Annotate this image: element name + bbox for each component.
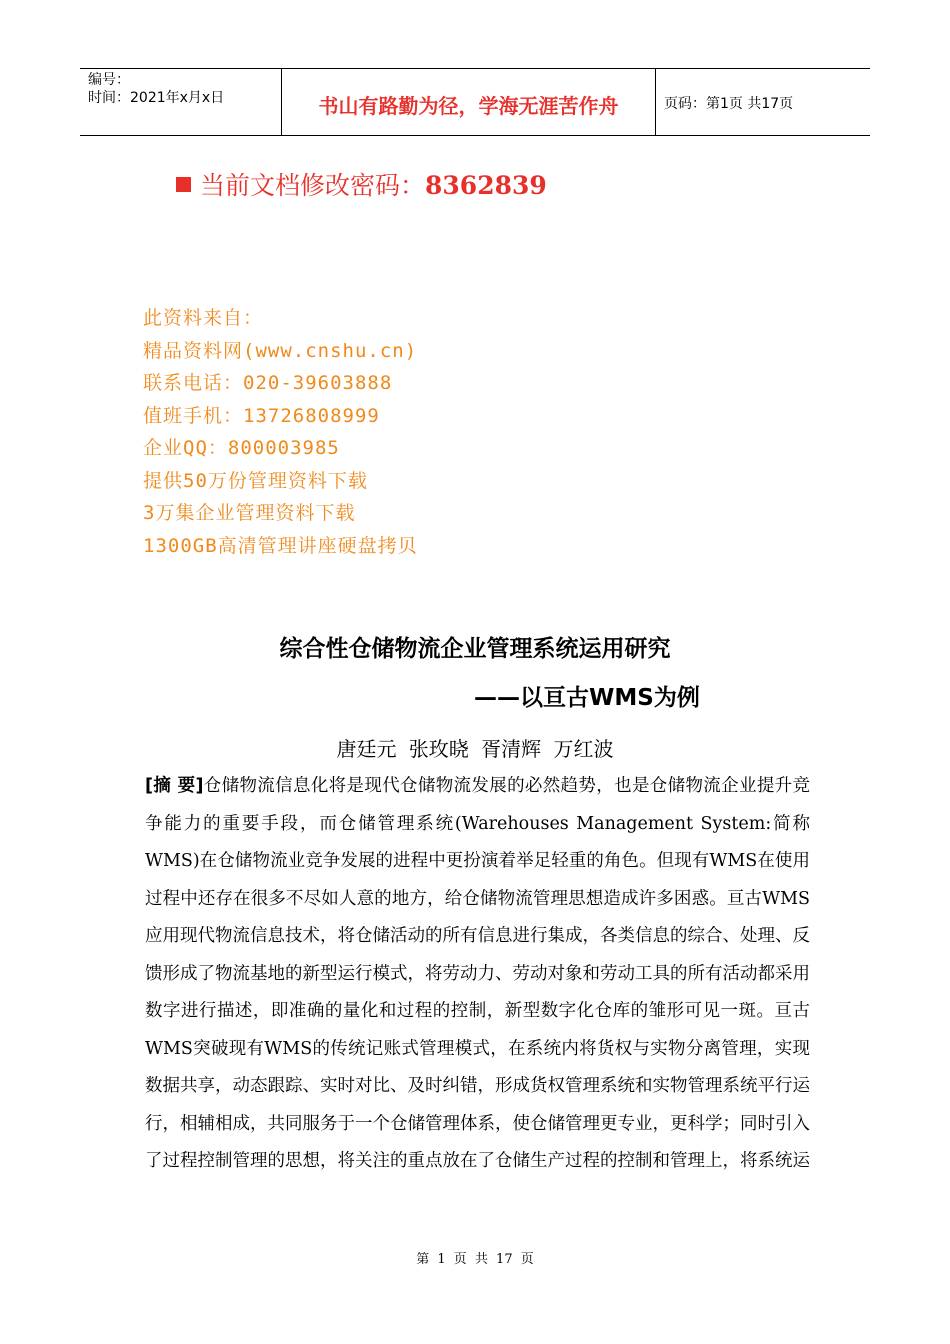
password-notice: [176, 166, 547, 202]
password-code: 8362839: [425, 171, 547, 200]
article-subtitle: ——以亘古WMS为例: [474, 685, 700, 711]
source-line: 精品资料网(www.cnshu.cn): [143, 339, 418, 362]
abstract-text: 仓储物流信息化将是现代仓储物流发展的必然趋势，也是仓储物流企业提升竞争能力的重要手段，而仓储管理系统(Warehouses Management System:简称WMS)在仓储物流业竞争发展的进程中更扮演着举足轻重的角色。但现有WMS在使用过程中还存在很多不尽如人意的地方，给仓储物流管理思想造成许多困惑。亘古WMS应用现代物流信息技术，将仓储活动的所有信息进行集成，各类信息的综合、处理、反馈形成了物流基地的新型运行模式，将劳动力、劳动对象和劳动工具的所有活动都采用数字进行描述，即准确的量化和过程的控制，新型数字化仓库的雏形可见一斑。亘古WMS突破现有WMS的传统记账式管理模式，在系统内将货权与实物分离管理，实现数据共享，动态跟踪、实时对比、及时纠错，形成货权管理系统和实物管理系统平行运行，相辅相成，共同服务于一个仓储管理体系，使仓储管理更专业，更科学；同时引入了过程控制管理的思想，将关注的重点放在了仓储生产过程的控制和管理上，将系统运: [145, 776, 810, 1171]
document-number-label: 编号：: [88, 72, 130, 88]
square-bullet-icon: [176, 177, 191, 192]
password-label: 当前文档修改密码：: [200, 171, 426, 200]
page-footer: 第 1 页 共 17 页: [416, 1252, 534, 1267]
source-line: 值班手机：13726808999: [143, 404, 380, 427]
abstract-label: [摘 要]: [145, 776, 204, 796]
article-title: 综合性仓储物流企业管理系统运用研究: [279, 636, 671, 662]
source-line: 此资料来自：: [143, 307, 264, 329]
header-motto: 书山有路勤为径，学海无涯苦作舟: [282, 69, 656, 135]
source-line: 提供50万份管理资料下载: [143, 469, 368, 492]
source-info-block: [143, 302, 418, 562]
source-line: 企业QQ：800003985: [143, 437, 340, 459]
header-table: [80, 68, 870, 136]
source-line: 1300GB高清管理讲座硬盘拷贝: [143, 534, 418, 557]
abstract-paragraph: [145, 768, 810, 1181]
header-page-code: 页码：第1页 共17页: [664, 96, 794, 112]
source-line: 联系电话：020-39603888: [143, 372, 393, 394]
document-time-label: 时间：2021年x月x日: [88, 90, 225, 106]
article-authors: 唐廷元 张玫晓 胥清辉 万红波: [336, 737, 614, 761]
source-line: 3万集企业管理资料下载: [143, 502, 356, 524]
header-meta-cell: [80, 69, 282, 135]
